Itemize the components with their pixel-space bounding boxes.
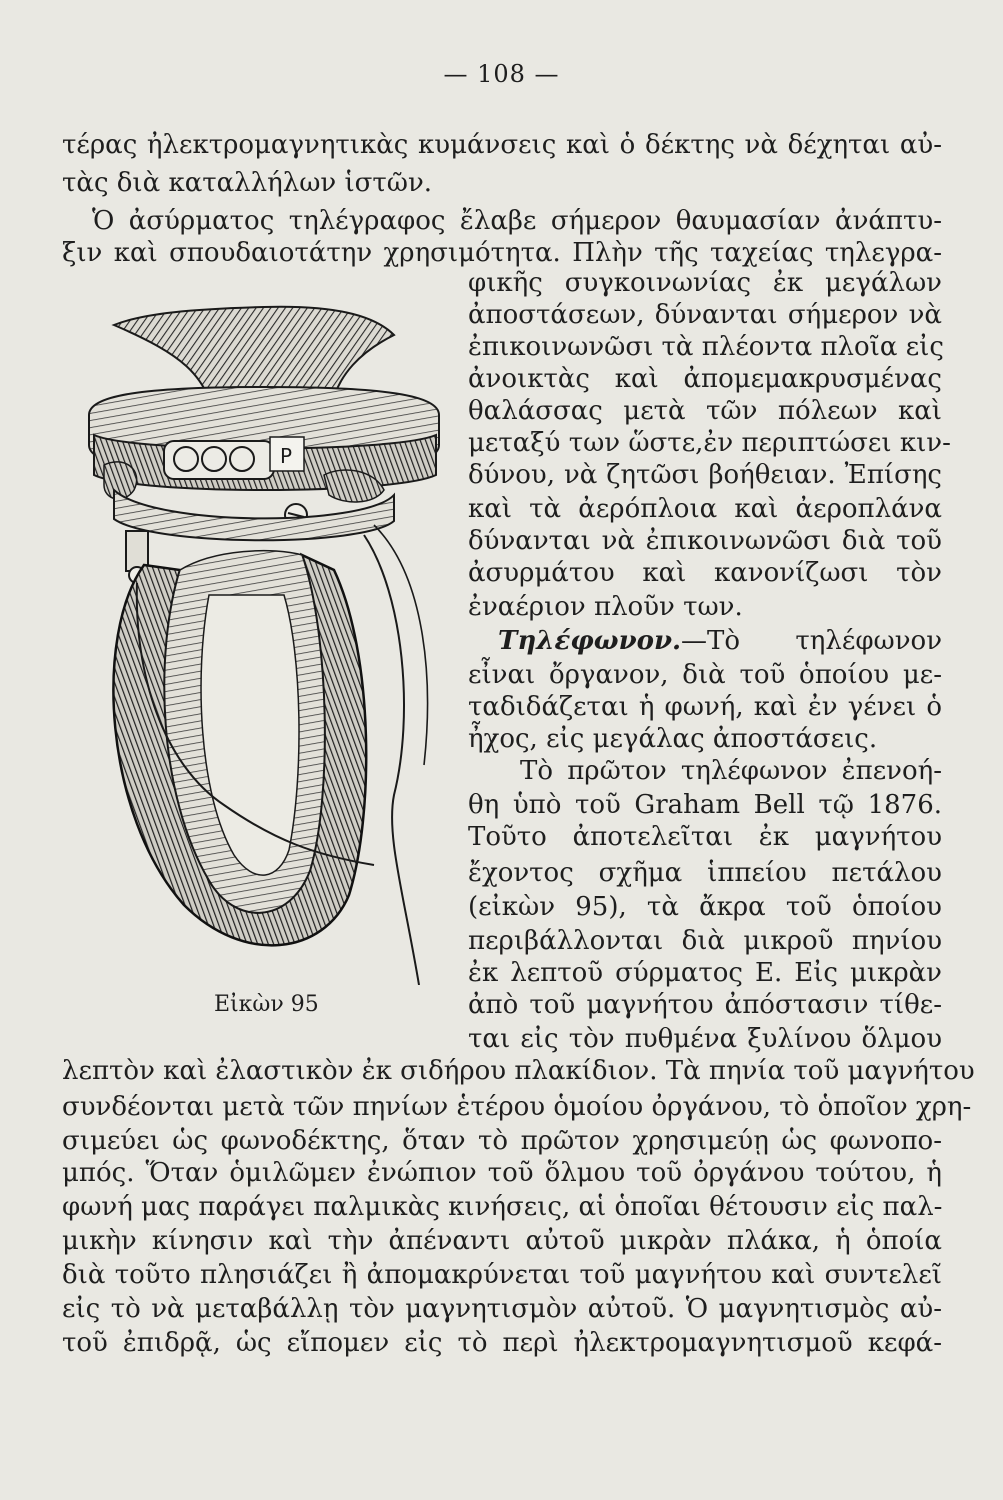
text-line: ἀσυρμάτου καὶ κανονίζωσι τὸν: [468, 558, 942, 588]
text-line: ξιν καὶ σπουδαιοτάτην χρησιμότητα. Πλὴν τῆς ταχείας τηλεγρα-: [62, 238, 942, 268]
section-heading: Τηλέφωνον.: [498, 626, 682, 656]
text-line: ἀποστάσεων, δύνανται σήμερον νὰ: [468, 300, 942, 330]
text-line: φωνή μας παράγει παλμικὰς κινήσεις, αἱ ὁποῖαι θέτουσιν εἰς παλ-: [62, 1192, 943, 1222]
text-line: (εἰκὼν 95), τὰ ἄκρα τοῦ ὁποίου: [468, 892, 942, 922]
text-line: δύνανται νὰ ἐπικοινωνῶσι διὰ τοῦ: [468, 526, 942, 556]
text-line: λεπτὸν καὶ ἐλαστικὸν ἐκ σιδήρου πλακίδιον. Τὰ πηνία τοῦ μαγνήτου: [62, 1056, 975, 1086]
text-line: καὶ τὰ ἀερόπλοια καὶ ἀεροπλάνα: [468, 494, 942, 524]
text-line: ἐκ λεπτοῦ σύρματος Ε. Εἰς μικρὰν: [468, 958, 942, 988]
text-line: θαλάσσας μετὰ τῶν πόλεων καὶ: [468, 396, 942, 426]
text-line: διὰ τοῦτο πλησιάζει ἢ ἀπομακρύνεται τοῦ μαγνήτου καὶ συντελεῖ: [62, 1260, 942, 1290]
telephone-engraving-svg: [74, 295, 444, 985]
text-line: σιμεύει ὡς φωνοδέκτης, ὅταν τὸ πρῶτον χρησιμεύῃ ὡς φωνοπο-: [62, 1126, 942, 1156]
text-line: μεταξύ των ὥστε,ἐν περιπτώσει κιν-: [468, 428, 951, 458]
figure-caption: Εἰκὼν 95: [214, 992, 319, 1017]
text-line: δύνου, νὰ ζητῶσι βοήθειαν. Ἐπίσης: [468, 460, 942, 490]
text-line: θη ὑπὸ τοῦ Graham Bell τῷ 1876.: [468, 790, 942, 820]
text-line: φικῆς συγκοινωνίας ἐκ μεγάλων: [468, 268, 942, 298]
wire: [364, 535, 419, 985]
text-line: εἶναι ὄργανον, διὰ τοῦ ὁποίου με-: [468, 660, 942, 690]
text-line: ταδιδάζεται ἡ φωνή, καὶ ἐν γένει ὁ: [468, 692, 942, 722]
telephone-engraving: [74, 295, 444, 985]
text-line: μικὴν κίνησιν καὶ τὴν ἀπέναντι αὐτοῦ μικρὰν πλάκα, ἡ ὁποία: [62, 1226, 942, 1256]
label-p: P: [280, 444, 293, 468]
text-line: Τοῦτο ἀποτελεῖται ἐκ μαγνήτου: [468, 822, 942, 852]
text-line: εἰς τὸ νὰ μεταβάλλῃ τὸν μαγνητισμὸν αὐτοῦ. Ὁ μαγνητισμὸς αὐ-: [62, 1294, 942, 1324]
text-line: ἀνοικτὰς καὶ ἀπομεμακρυσμένας: [468, 364, 942, 394]
text-line: ἔχοντος σχῆμα ἱππείου πετάλου: [468, 858, 942, 888]
text-line: περιβάλλονται διὰ μικροῦ πηνίου: [468, 926, 942, 956]
text-line: Τὸ πρῶτον τηλέφωνον ἐπενοή-: [520, 756, 942, 786]
page-number: — 108 —: [443, 60, 560, 88]
text-line: ἦχος, εἰς μεγάλας ἀποστάσεις.: [468, 724, 878, 754]
text-line: μπός. Ὅταν ὁμιλῶμεν ἐνώπιον τοῦ ὅλμου τοῦ ὀργάνου τούτου, ἡ: [62, 1158, 942, 1188]
coil-block: [164, 441, 274, 479]
text-line: ἐναέριον πλοῦν των.: [468, 592, 743, 622]
text-line: συνδέονται μετὰ τῶν πηνίων ἑτέρου ὁμοίου ὀργάνου, τὸ ὁποῖον χρη-: [62, 1092, 972, 1122]
text-line: ται εἰς τὸν πυθμένα ξυλίνου ὅλμου: [468, 1024, 942, 1054]
text-line: ἐπικοινωνῶσι τὰ πλέοντα πλοῖα εἰς: [468, 332, 944, 362]
text-line: τοῦ ἐπιδρᾷ, ὡς εἴπομεν εἰς τὸ περὶ ἠλεκτρομαγνητισμοῦ κεφά-: [62, 1328, 942, 1358]
section-heading-line: [498, 624, 942, 658]
section-heading-rest: —Τὸ τηλέφωνον: [681, 626, 942, 656]
ornament: [104, 462, 137, 499]
text-line: Ὁ ἀσύρματος τηλέγραφος ἔλαβε σήμερον θαυμασίαν ἀνάπτυ-: [92, 206, 942, 236]
text-line: ἀπὸ τοῦ μαγνήτου ἀπόστασιν τίθε-: [468, 990, 942, 1020]
text-line: τὰς διὰ καταλλήλων ἱστῶν.: [62, 168, 433, 198]
text-line: τέρας ἠλεκτρομαγνητικὰς κυμάνσεις καὶ ὁ δέκτης νὰ δέχηται αὐ-: [62, 130, 942, 160]
